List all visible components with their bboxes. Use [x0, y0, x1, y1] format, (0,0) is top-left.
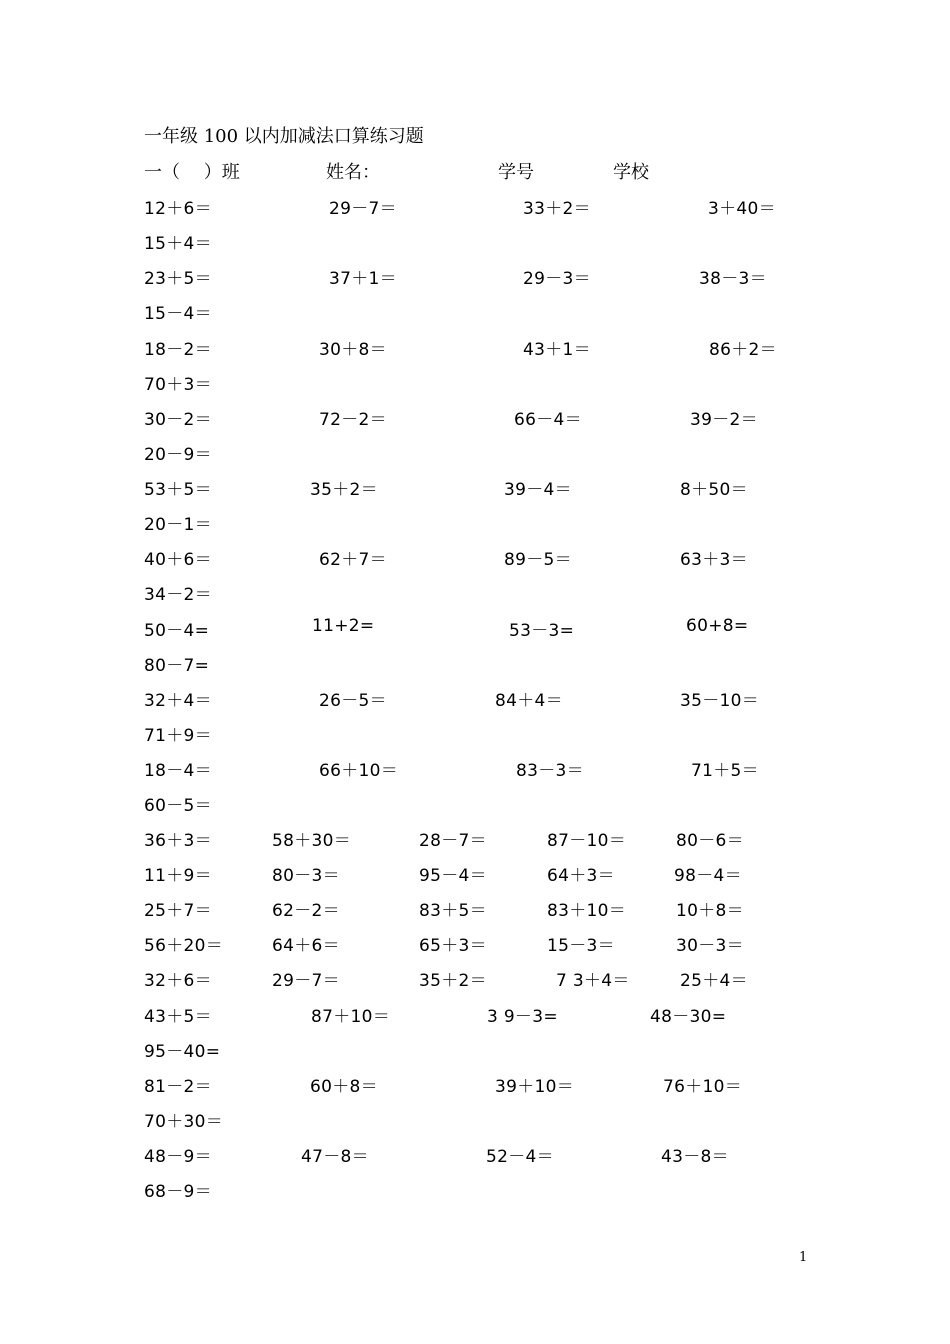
page-number: 1 [799, 1250, 808, 1265]
problem-item: 37＋1＝ [329, 269, 397, 289]
class-label: 一（ ）班 [144, 162, 240, 183]
problem-item: 52－4＝ [486, 1147, 554, 1167]
problem-item: 60－5＝ [144, 796, 212, 816]
problem-item: 68－9＝ [144, 1182, 212, 1202]
problem-item: 48－30= [650, 1007, 727, 1027]
problem-item: 12＋6＝ [144, 199, 212, 219]
problem-item: 89－5＝ [504, 550, 572, 570]
problem-item: 39＋10＝ [495, 1077, 575, 1097]
problem-item: 53＋5＝ [144, 480, 212, 500]
problem-item: 43－8＝ [661, 1147, 729, 1167]
problem-item: 29－3＝ [523, 269, 591, 289]
problem-item: 53－3= [509, 621, 575, 641]
problem-item: 30＋8＝ [319, 340, 387, 360]
problem-item: 15－3＝ [547, 936, 615, 956]
problem-item: 60＋8＝ [310, 1077, 378, 1097]
problem-item: 70＋30＝ [144, 1112, 224, 1132]
problem-item: 76＋10＝ [663, 1077, 743, 1097]
problem-item: 64＋3＝ [547, 866, 615, 886]
problem-item: 3 9－3= [487, 1007, 558, 1027]
problem-item: 64＋6＝ [272, 936, 340, 956]
problem-item: 33＋2＝ [523, 199, 591, 219]
problem-item: 32＋6＝ [144, 971, 212, 991]
problem-item: 81－2＝ [144, 1077, 212, 1097]
name-label: 姓名： [326, 162, 380, 183]
school-label: 学校 [613, 162, 649, 183]
problem-item: 11+2= [312, 616, 375, 636]
problem-item: 20－1＝ [144, 515, 212, 535]
problem-item: 65＋3＝ [419, 936, 487, 956]
problem-item: 18－4＝ [144, 761, 212, 781]
problem-item: 87－10＝ [547, 831, 627, 851]
problem-item: 25＋7＝ [144, 901, 212, 921]
problem-item: 10＋8＝ [676, 901, 744, 921]
problem-item: 43＋5＝ [144, 1007, 212, 1027]
problem-item: 28－7＝ [419, 831, 487, 851]
problem-item: 83－3＝ [516, 761, 584, 781]
problem-item: 43＋1＝ [523, 340, 591, 360]
problem-item: 70＋3＝ [144, 375, 212, 395]
problem-item: 63＋3＝ [680, 550, 748, 570]
problem-item: 71＋5＝ [691, 761, 759, 781]
problem-item: 98－4＝ [674, 866, 742, 886]
problem-item: 29－7＝ [272, 971, 340, 991]
problem-item: 72－2＝ [319, 410, 387, 430]
problem-item: 26－5＝ [319, 691, 387, 711]
problem-item: 36＋3＝ [144, 831, 212, 851]
problem-item: 39－4＝ [504, 480, 572, 500]
problem-item: 11＋9＝ [144, 866, 212, 886]
problem-item: 71＋9＝ [144, 726, 212, 746]
problem-item: 58＋30＝ [272, 831, 352, 851]
problem-item: 66－4＝ [514, 410, 582, 430]
problem-item: 30－2＝ [144, 410, 212, 430]
student-number-label: 学号 [498, 162, 534, 183]
problem-item: 18－2＝ [144, 340, 212, 360]
problem-item: 95－4＝ [419, 866, 487, 886]
problem-item: 25＋4＝ [680, 971, 748, 991]
problem-item: 95－40= [144, 1042, 221, 1062]
problem-item: 15＋4＝ [144, 234, 212, 254]
problem-item: 48－9＝ [144, 1147, 212, 1167]
problem-item: 39－2＝ [690, 410, 758, 430]
problem-item: 40＋6＝ [144, 550, 212, 570]
problem-item: 86＋2＝ [709, 340, 777, 360]
problem-item: 83＋5＝ [419, 901, 487, 921]
worksheet-title: 一年级 100 以内加减法口算练习题 [144, 126, 424, 147]
problem-item: 29－7＝ [329, 199, 397, 219]
problem-item: 66＋10＝ [319, 761, 399, 781]
problem-item: 20－9＝ [144, 445, 212, 465]
problem-item: 83＋10＝ [547, 901, 627, 921]
problem-item: 7 3＋4＝ [556, 971, 630, 991]
problem-item: 8＋50＝ [680, 480, 748, 500]
problem-item: 23＋5＝ [144, 269, 212, 289]
problem-item: 47－8＝ [301, 1147, 369, 1167]
problem-item: 34－2＝ [144, 585, 212, 605]
problem-item: 3＋40＝ [708, 199, 776, 219]
problem-item: 62－2＝ [272, 901, 340, 921]
problem-item: 80－6＝ [676, 831, 744, 851]
problem-item: 62＋7＝ [319, 550, 387, 570]
problem-item: 50－4= [144, 621, 210, 641]
problem-item: 84＋4＝ [495, 691, 563, 711]
problem-item: 56＋20＝ [144, 936, 224, 956]
problem-item: 60+8= [686, 616, 749, 636]
problem-item: 38－3＝ [699, 269, 767, 289]
problem-item: 32＋4＝ [144, 691, 212, 711]
problem-item: 35－10＝ [680, 691, 760, 711]
problem-item: 35＋2＝ [310, 480, 378, 500]
problem-item: 15－4＝ [144, 304, 212, 324]
problem-item: 35＋2＝ [419, 971, 487, 991]
problem-item: 30－3＝ [676, 936, 744, 956]
problem-item: 87＋10＝ [311, 1007, 391, 1027]
problem-item: 80－3＝ [272, 866, 340, 886]
problem-item: 80－7= [144, 656, 210, 676]
